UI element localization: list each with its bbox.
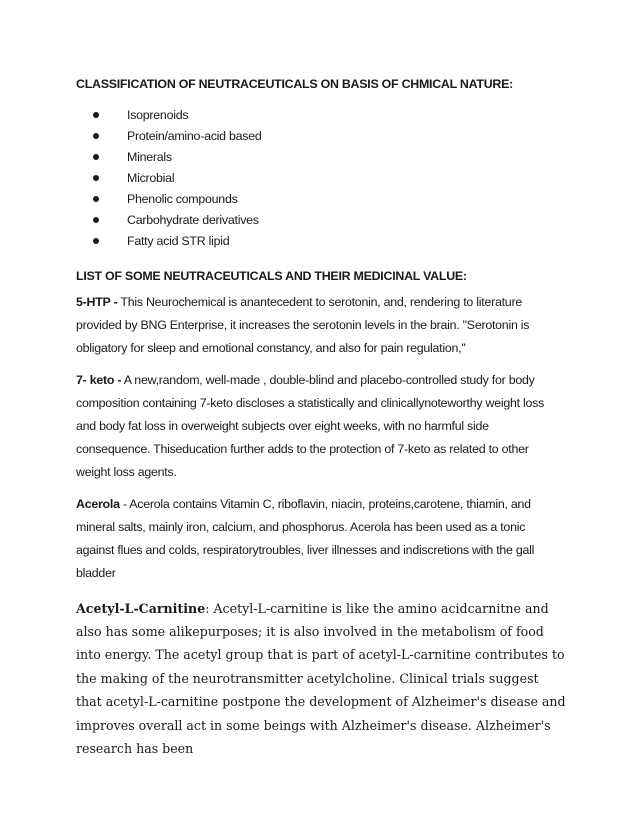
list-item-label: Microbial (127, 171, 175, 185)
entry-text: - Acerola contains Vitamin C, riboflavin, niacin, proteins,carotene, thiamin, and mineral salts, mainly iron, calcium, and phosphorus. Acerola has been used as a tonic against flues and colds, respiratorytroubles, liver illnesses and indiscretions with the gall bladder (76, 497, 535, 580)
bullet-icon (93, 217, 99, 223)
entry-5htp (76, 291, 566, 359)
bullet-icon (93, 196, 99, 202)
list-item (93, 189, 566, 210)
bullet-icon (93, 238, 99, 244)
list-item-label: Phenolic compounds (127, 192, 238, 206)
entry-term: Acerola (76, 497, 120, 512)
list-item-label: Protein/amino-acid based (127, 129, 262, 143)
list-item-label: Carbohydrate derivatives (127, 213, 259, 227)
entry-text: : Acetyl-L-carnitine is like the amino acidcarnitne and also has some alikepurposes; it is also involved in the metabolism of food into energy. The acetyl group that is part of acetyl-L-carnitine contributes to the making of the neurotransmitter acetylcholine. Clinical trials suggest that acetyl-L-carnitine postpone the development of Alzheimer's disease and improves overall act in some beings with Alzheimer's disease. Alzheimer's research has been (76, 600, 566, 756)
entry-term: 5-HTP - (76, 295, 118, 309)
entry-term: Acetyl-L-Carnitine (76, 600, 206, 616)
entry-acetyl-l-carnitine (76, 597, 566, 761)
classification-heading: CLASSIFICATION OF NEUTRACEUTICALS ON BASIS OF CHMICAL NATURE: (76, 77, 513, 91)
entry-7keto (76, 369, 566, 483)
list-item-label: Minerals (127, 150, 172, 164)
medicinal-value-heading: LIST OF SOME NEUTRACEUTICALS AND THEIR MEDICINAL VALUE: (76, 269, 467, 283)
list-item (93, 168, 566, 189)
entry-text: A new,random, well-made , double-blind and placebo-controlled study for body composition containing 7-keto discloses a statistically and clinicallynoteworthy weight loss and body fat loss in overweight subjects over eight weeks, with no harmful side consequence. Thiseducation further adds to the protection of 7-keto as related to other weight loss agents. (76, 373, 545, 479)
list-item (93, 147, 566, 168)
list-item-label: Isoprenoids (127, 108, 189, 122)
list-item-label: Fatty acid STR lipid (127, 234, 230, 248)
list-item (93, 231, 566, 252)
list-item (93, 210, 566, 231)
bullet-icon (93, 133, 99, 139)
bullet-icon (93, 112, 99, 118)
document-content (76, 76, 566, 760)
list-item (93, 126, 566, 147)
entry-acerola (76, 493, 566, 584)
entry-text: This Neurochemical is anantecedent to serotonin, and, rendering to literature provided by BNG Enterprise, it increases the serotonin levels in the brain. "Serotonin is obligatory for sleep and emotional constancy, and also for pain regulation," (76, 295, 530, 355)
entry-term: 7- keto - (76, 373, 122, 388)
bullet-icon (93, 175, 99, 181)
classification-list (76, 105, 566, 252)
list-item (93, 105, 566, 126)
bullet-icon (93, 154, 99, 160)
